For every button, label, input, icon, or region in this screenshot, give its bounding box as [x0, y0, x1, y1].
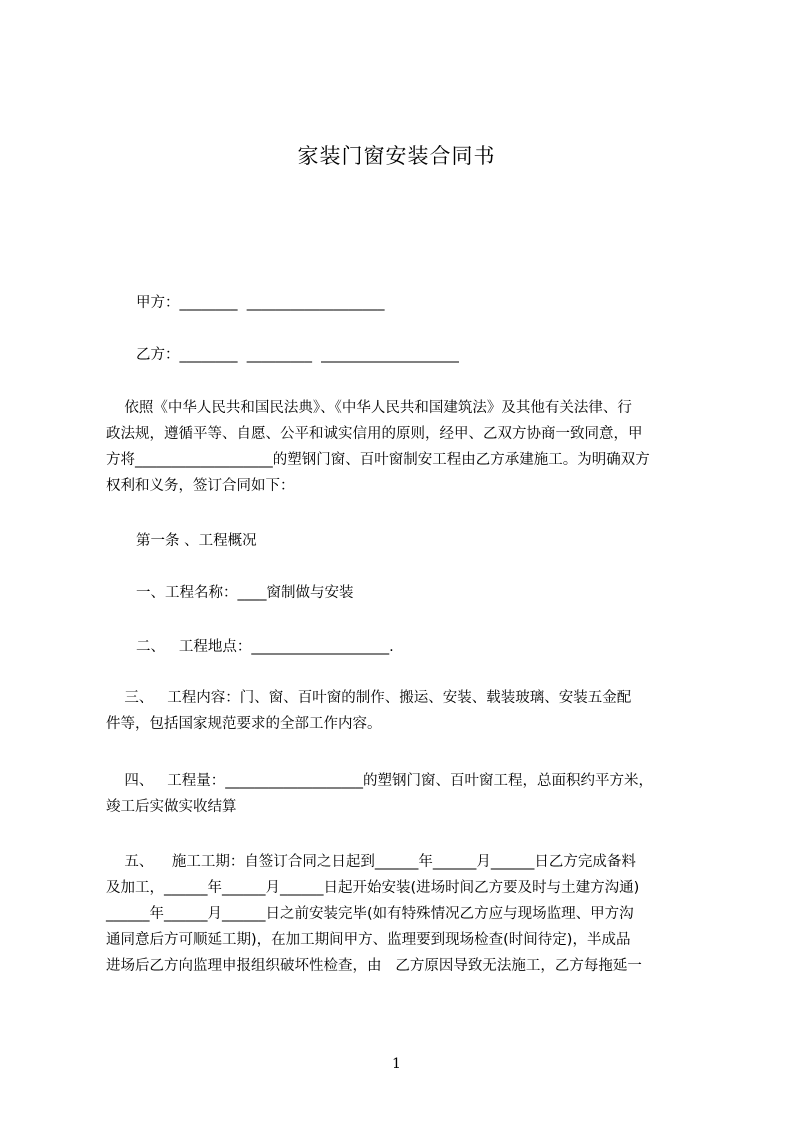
- preamble-line: 政法规，遵循平等、自愿、公平和诚实信用的原则，经甲、乙双方协商一致同意，甲: [106, 426, 643, 442]
- paragraph-line: ______年______月______日之前安装完毕(如有特殊情况乙方应与现场监理、甲方沟: [106, 906, 634, 922]
- paragraph-line: 通同意后方可顺延工期)，在加工期间甲方、监理要到现场检查(时间待定)，半成品: [106, 932, 631, 948]
- article-1-heading: 第一条 、工程概况: [136, 533, 257, 549]
- paragraph-line: 五、 施工工期：自签订合同之日起到______年______月______日乙方完成备料: [106, 854, 636, 870]
- document-title: 家装门窗安装合同书: [297, 144, 496, 168]
- preamble-line: 方将___________________的塑钢门窗、百叶窗制安工程由乙方承建施工。为明确双方: [106, 452, 650, 468]
- item-3-project-content: [106, 685, 706, 737]
- paragraph-line: 竣工后实做实收结算: [106, 799, 237, 815]
- paragraph-line: 四、 工程量：___________________的塑钢门窗、百叶窗工程，总面积约平方米，: [106, 773, 654, 789]
- item-1-project-name: 一、工程名称：____窗制做与安装: [136, 585, 354, 601]
- party-a-line: 甲方：________ ___________________: [136, 295, 385, 311]
- paragraph-line: 及加工，______年______月______日起开始安装(进场时间乙方要及时与土建方沟通): [106, 880, 640, 896]
- paragraph-line: 件等，包括国家规范要求的全部工作内容。: [106, 716, 382, 732]
- paragraph-line: 三、 工程内容：门、窗、百叶窗的制作、搬运、安装、载装玻璃、安装五金配: [106, 690, 632, 706]
- preamble-paragraph: [106, 395, 706, 499]
- party-b-line: 乙方：________ _________ ___________________: [136, 347, 459, 363]
- item-2-project-location: 二、 工程地点：___________________.: [136, 639, 394, 655]
- item-4-quantity: [106, 768, 706, 820]
- paragraph-line: 进场后乙方向监理申报组织破坏性检查，由 乙方原因导致无法施工，乙方每拖延一: [106, 958, 642, 974]
- page-number: 1: [392, 1056, 401, 1072]
- item-5-schedule: [106, 849, 706, 979]
- preamble-line: 依照《中华人民共和国民法典》、《中华人民共和国建筑法》及其他有关法律、行: [106, 400, 632, 416]
- preamble-line: 权利和义务，签订合同如下：: [106, 478, 295, 494]
